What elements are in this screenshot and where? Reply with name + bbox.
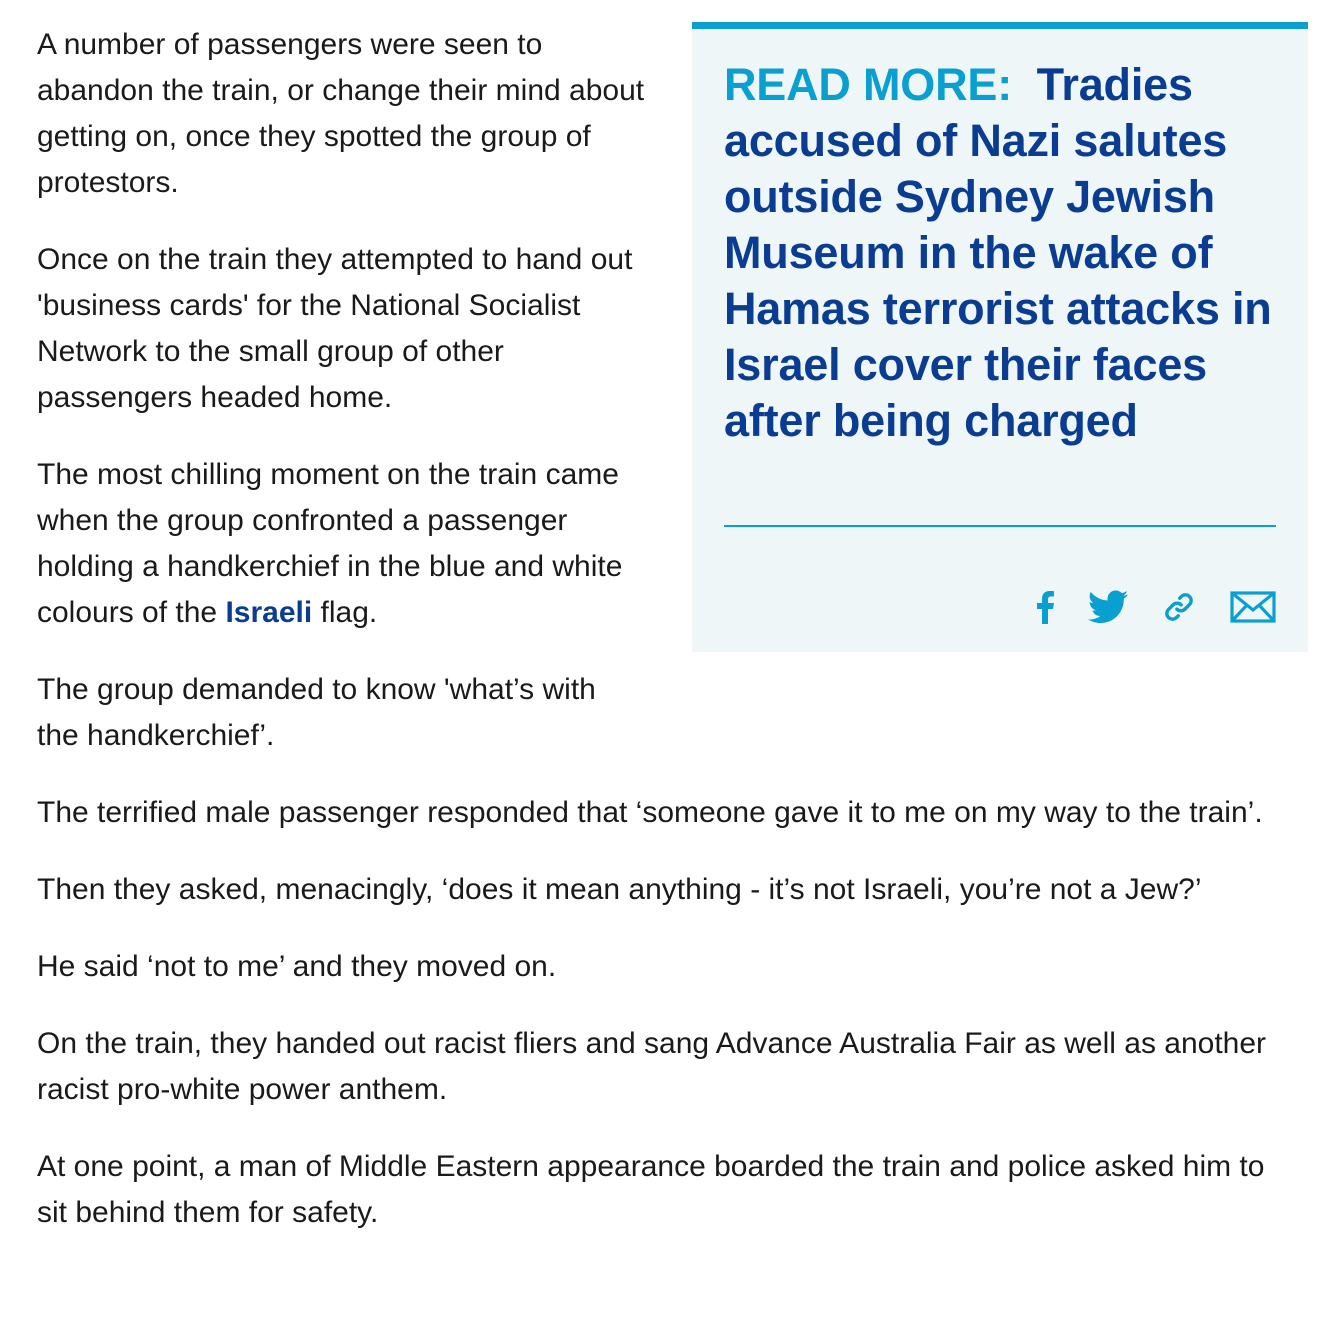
- paragraph-5: The terrified male passenger responded that ‘someone gave it to me on my way to the train’.: [37, 796, 1263, 829]
- read-more-divider: [724, 525, 1276, 527]
- facebook-icon[interactable]: [1036, 587, 1054, 627]
- paragraph-9: At one point, a man of Middle Eastern appearance boarded the train and police asked him to sit behind them for safety.: [37, 1150, 1265, 1229]
- paragraph-7: He said ‘not to me’ and they moved on.: [37, 950, 557, 983]
- read-more-headline-link[interactable]: [724, 57, 1276, 449]
- share-row: [1036, 587, 1276, 627]
- paragraph-2: Once on the train they attempted to hand out 'business cards' for the National Socialist Network to the small group of other passengers headed home.: [37, 243, 633, 414]
- paragraph-6: Then they asked, menacingly, ‘does it mean anything - it’s not Israeli, you’re not a Jew?’: [37, 873, 1202, 906]
- email-icon[interactable]: [1230, 587, 1276, 627]
- twitter-icon[interactable]: [1088, 587, 1128, 627]
- read-more-label: READ MORE:: [724, 59, 1012, 110]
- read-more-headline: Tradies accused of Nazi salutes outside Sydney Jewish Museum in the wake of Hamas terrorist attacks in Israel cover their faces after being charged: [724, 59, 1272, 446]
- israeli-link[interactable]: Israeli: [225, 596, 313, 629]
- paragraph-3-text-after: flag.: [312, 596, 378, 629]
- paragraph-3-text-before: The most chilling moment on the train came when the group confronted a passenger holding a handkerchief in the blue and white colours of the: [37, 458, 623, 629]
- paragraph-8: On the train, they handed out racist fliers and sang Advance Australia Fair as well as another racist pro-white power anthem.: [37, 1027, 1267, 1106]
- read-more-box[interactable]: [692, 22, 1308, 652]
- paragraph-1: A number of passengers were seen to abandon the train, or change their mind about getting on, once they spotted the group of protestors.: [37, 28, 645, 199]
- link-icon[interactable]: [1162, 587, 1196, 627]
- paragraph-4: The group demanded to know 'what’s with the handkerchief’.: [37, 673, 596, 752]
